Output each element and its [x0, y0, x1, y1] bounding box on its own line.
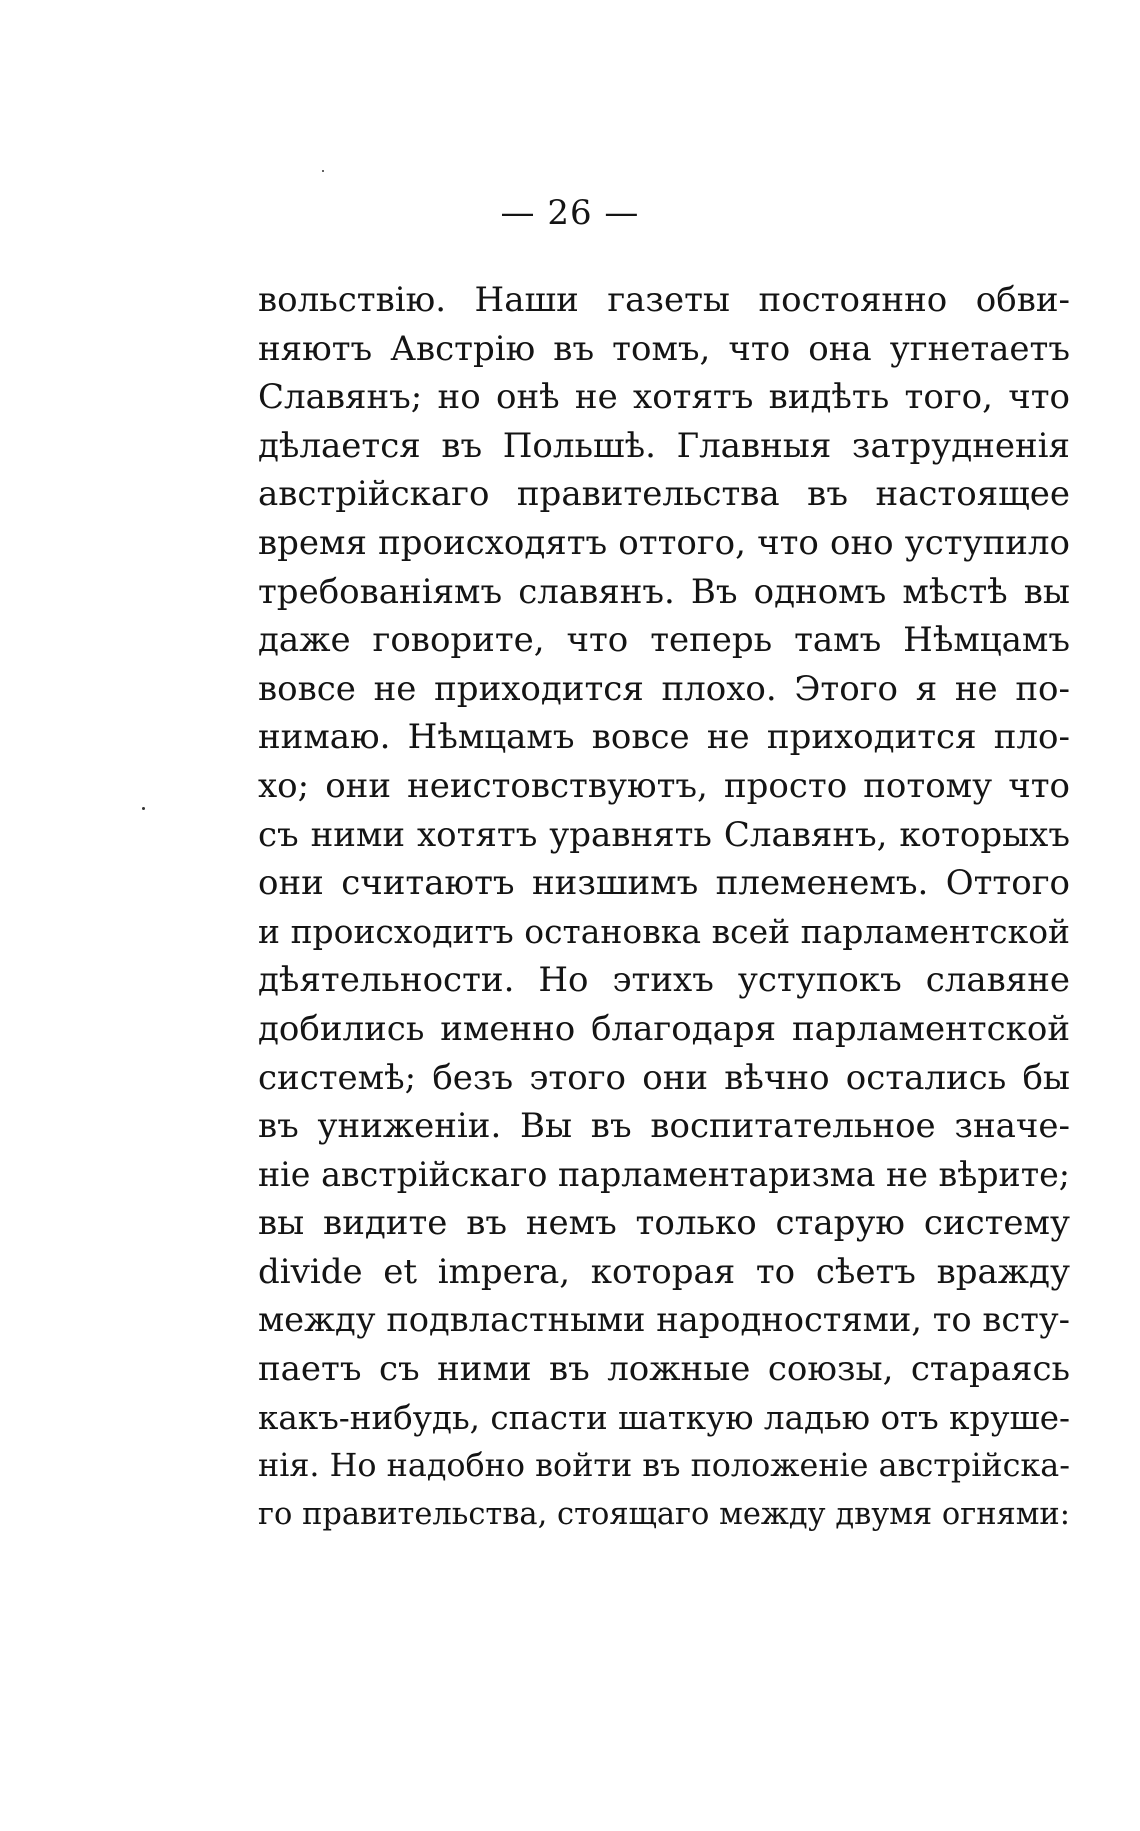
text-line: австрiйскаго правительства въ настоящее — [258, 474, 1070, 515]
text-line: въ униженiи. Вы въ воспитательное значе- — [258, 1106, 1070, 1147]
text-line: divide et impera, которая то сѣетъ вражду — [258, 1251, 1070, 1292]
text-line: нiя. Но надобно войти въ положенiе австрiйска- — [258, 1447, 1070, 1485]
text-line: паетъ съ ними въ ложные союзы, стараясь — [258, 1349, 1070, 1390]
body-text — [258, 276, 1070, 1539]
text-line: дѣлается въ Польшѣ. Главныя затрудненiя — [258, 425, 1070, 466]
text-line: они считаютъ низшимъ племенемъ. Оттого — [258, 863, 1070, 904]
text-line: дѣятельности. Но этихъ уступокъ славяне — [258, 960, 1070, 1001]
text-line: вы видите въ немъ только старую систему — [258, 1203, 1070, 1244]
text-line: го правительства, стоящаго между двумя огнями: — [258, 1496, 1070, 1532]
text-line: вольствiю. Наши газеты постоянно обви- — [258, 280, 1070, 320]
text-line: нiе австрiйскаго парламентаризма не вѣрите; — [258, 1154, 1070, 1194]
text-line: требованiямъ славянъ. Въ одномъ мѣстѣ вы — [258, 571, 1070, 612]
text-line: няютъ Австрiю въ томъ, что она угнетаетъ — [258, 328, 1070, 369]
text-line: нимаю. Нѣмцамъ вовсе не приходится пло- — [258, 717, 1070, 758]
scan-speck — [142, 807, 145, 810]
page-number: — 26 — — [500, 193, 640, 233]
text-line: Славянъ; но онѣ не хотятъ видѣть того, что — [258, 377, 1070, 418]
text-line: съ ними хотятъ уравнять Славянъ, которыхъ — [258, 814, 1070, 855]
text-line: системѣ; безъ этого они вѣчно остались бы — [258, 1057, 1070, 1098]
text-line: хо; они неистовствуютъ, просто потому что — [258, 765, 1070, 806]
text-line: между подвластными народностями, то всту- — [258, 1300, 1070, 1340]
text-line: вовсе не приходится плохо. Этого я не по- — [258, 668, 1070, 709]
scan-speck — [322, 170, 324, 172]
text-line: даже говорите, что теперь тамъ Нѣмцамъ — [258, 620, 1070, 661]
text-line: какъ-нибудь, спасти шаткую ладью отъ круше- — [258, 1398, 1070, 1437]
text-line: время происходятъ оттого, что оно уступило — [258, 522, 1070, 563]
text-line: добились именно благодаря парламентской — [258, 1008, 1070, 1049]
text-line: и происходитъ остановка всей парламентской — [258, 911, 1070, 951]
